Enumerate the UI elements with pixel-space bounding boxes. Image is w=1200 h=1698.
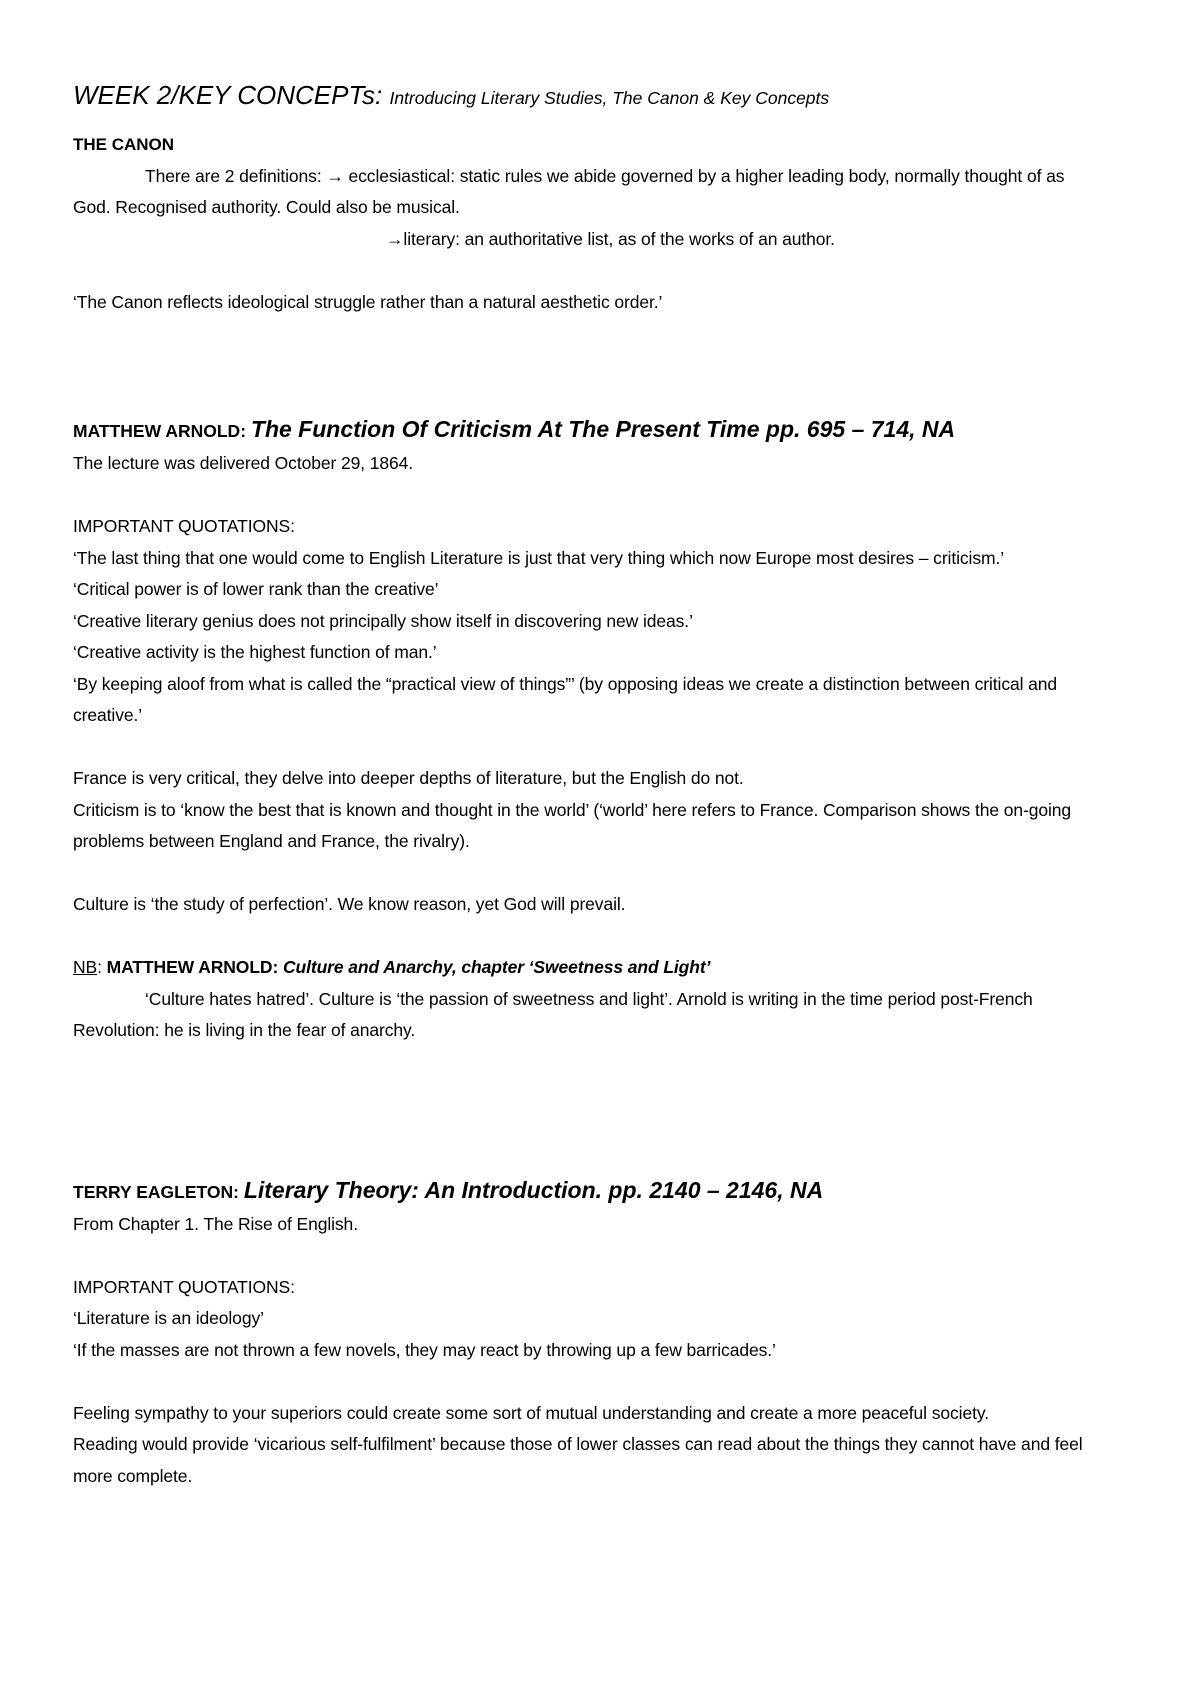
eagleton-chapter-note: From Chapter 1. The Rise of English. (73, 1213, 358, 1234)
arnold-paragraph-criticism: Criticism is to ‘know the best that is known and thought in the world’ (‘world’ here refers to France. Comparison shows the on-going problems between England and France, the rivalry). (73, 799, 1072, 851)
eagleton-paragraph-reading: Reading would provide ‘vicarious self-fulfilment’ because those of lower classes can read about the things they cannot have and feel more complete. (73, 1434, 1083, 1486)
section-heading-canon: THE CANON (73, 135, 175, 154)
nb-heading (73, 952, 1100, 984)
title-main: WEEK 2/KEY CONCEPTs: (73, 80, 383, 110)
arnold-work-title: The Function Of Criticism At The Present Time pp. 695 – 714, NA (250, 416, 956, 442)
arnold-reference (73, 412, 1100, 448)
arnold-quote: ‘By keeping aloof from what is called the “practical view of things”’ (by opposing ideas we create a distinction between critical and creative.’ (73, 673, 1058, 725)
arnold-quotes-heading: IMPORTANT QUOTATIONS: (73, 516, 295, 536)
nb-work-title: Culture and Anarchy, chapter ‘Sweetness and Light’ (282, 957, 711, 977)
eagleton-reference (73, 1173, 1100, 1209)
nb-label: NB (73, 957, 98, 977)
eagleton-paragraph-sympathy: Feeling sympathy to your superiors could create some sort of mutual understanding and create a more peaceful society. (73, 1402, 989, 1423)
arnold-lecture-note: The lecture was delivered October 29, 1864. (73, 453, 414, 473)
eagleton-quote: ‘Literature is an ideology’ (73, 1308, 264, 1328)
arnold-quote: ‘Critical power is of lower rank than the creative’ (73, 579, 439, 599)
arnold-paragraph-france: France is very critical, they delve into deeper depths of literature, but the English do not. (73, 768, 744, 788)
document-title (73, 78, 1100, 115)
nb-colon: : (97, 957, 102, 977)
canon-definitions: There are 2 definitions: → ecclesiastical: static rules we abide governed by a higher leading body, normally thought of as God. Recognised authority. Could also be musical. (73, 165, 1065, 217)
canon-literary-definition: →literary: an authoritative list, as of the works of an author. (386, 228, 835, 249)
arnold-quote: ‘The last thing that one would come to English Literature is just that very thing which now Europe most desires – criticism.’ (73, 547, 1004, 568)
eagleton-work-title: Literary Theory: An Introduction. pp. 2140 – 2146, NA (243, 1176, 824, 1203)
arnold-author: MATTHEW ARNOLD: (73, 421, 247, 441)
title-subtitle: Introducing Literary Studies, The Canon & Key Concepts (389, 88, 830, 108)
arnold-quote: ‘Creative literary genius does not principally show itself in discovering new ideas.’ (73, 610, 693, 631)
canon-quote: ‘The Canon reflects ideological struggle rather than a natural aesthetic order.’ (73, 291, 663, 312)
eagleton-quote: ‘If the masses are not thrown a few novels, they may react by throwing up a few barricades.’ (73, 1339, 776, 1360)
eagleton-author: TERRY EAGLETON: (73, 1181, 239, 1202)
nb-author: MATTHEW ARNOLD: (106, 957, 279, 977)
eagleton-quotes-heading: IMPORTANT QUOTATIONS: (73, 1276, 295, 1297)
arnold-quote: ‘Creative activity is the highest function of man.’ (73, 642, 437, 662)
nb-paragraph: ‘Culture hates hatred’. Culture is ‘the passion of sweetness and light’. Arnold is writing in the time period post-French Revolution: he is living in the fear of anarchy. (73, 988, 1033, 1040)
arnold-paragraph-culture: Culture is ‘the study of perfection’. We know reason, yet God will prevail. (73, 894, 626, 914)
